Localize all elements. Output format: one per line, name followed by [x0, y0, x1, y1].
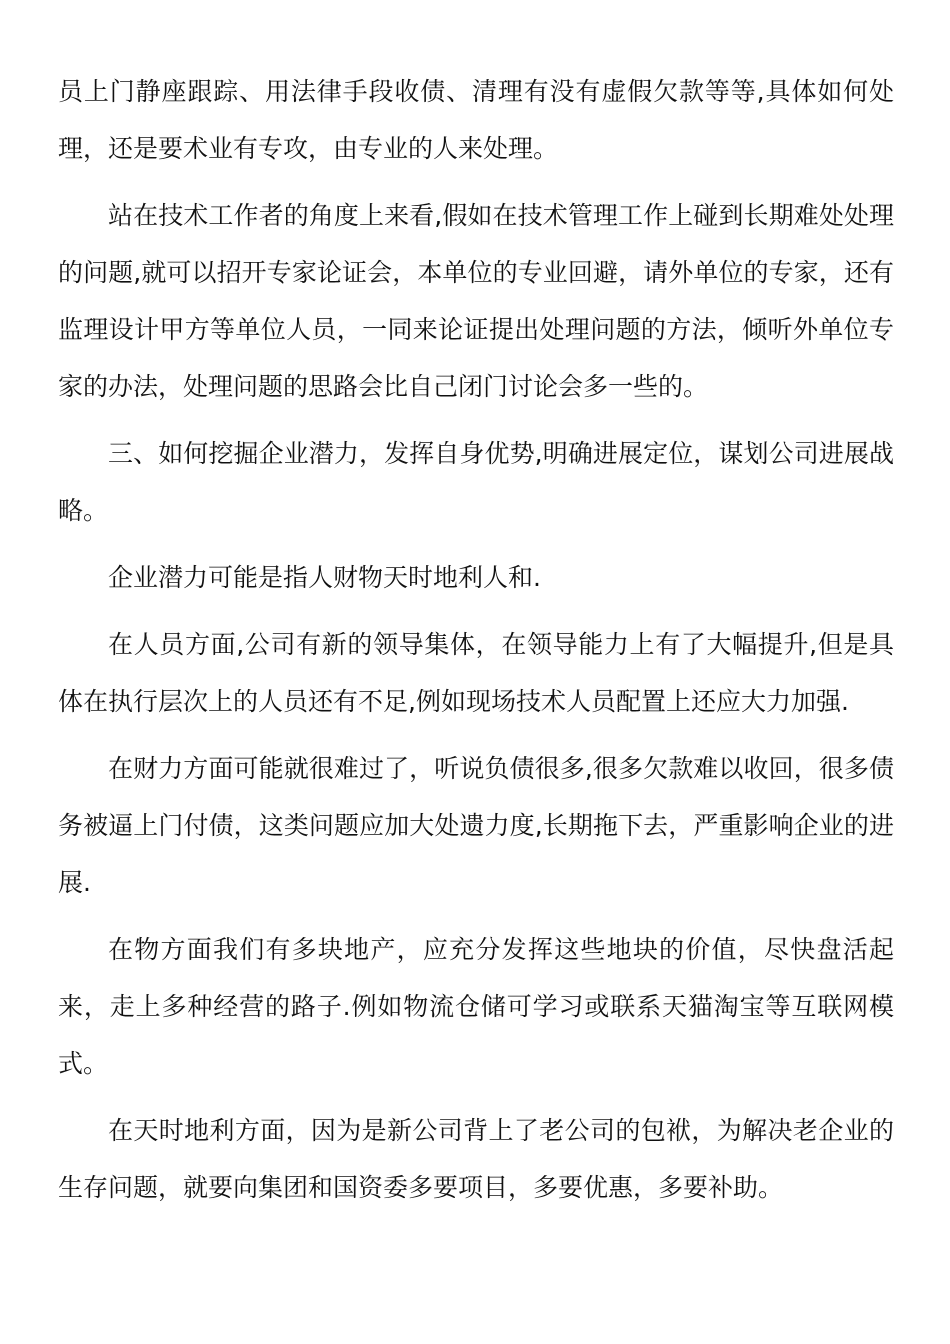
paragraph-continuation: 员上门静座跟踪、用法律手段收债、清理有没有虚假欠款等等,具体如何处理，还是要术业有专攻，由专业的人来处理。 [58, 77, 894, 163]
section-heading-three: 三、如何挖掘企业潜力，发挥自身优势,明确进展定位，谋划公司进展战略。 [58, 439, 894, 525]
paragraph-personnel: 在人员方面,公司有新的领导集体，在领导能力上有了大幅提升,但是具体在执行层次上的人员还有不足,例如现场技术人员配置上还应大力加强. [58, 630, 894, 716]
paragraph-finance: 在财力方面可能就很难过了，听说负债很多,很多欠款难以收回，很多债务被逼上门付债，这类问题应加大处遗力度,长期拖下去，严重影响企业的进展. [58, 754, 894, 897]
document-body [58, 63, 894, 1226]
paragraph-technical-perspective: 站在技术工作者的角度上来看,假如在技术管理工作上碰到长期难处处理的问题,就可以招开专家论证会，本单位的专业回避，请外单位的专家，还有监理设计甲方等单位人员，一同来论证提出处理问题的方法，倾听外单位专家的办法，处理问题的思路会比自己闭门讨论会多一些的。 [58, 201, 894, 401]
paragraph-property: 在物方面我们有多块地产，应充分发挥这些地块的价值，尽快盘活起来，走上多种经营的路子.例如物流仓储可学习或联系天猫淘宝等互联网模式。 [58, 935, 894, 1078]
paragraph-enterprise-potential: 企业潜力可能是指人财物天时地利人和. [108, 563, 541, 592]
paragraph-timing-location: 在天时地利方面，因为是新公司背上了老公司的包袱，为解决老企业的生存问题，就要向集团和国资委多要项目，多要优惠，多要补助。 [58, 1116, 894, 1202]
